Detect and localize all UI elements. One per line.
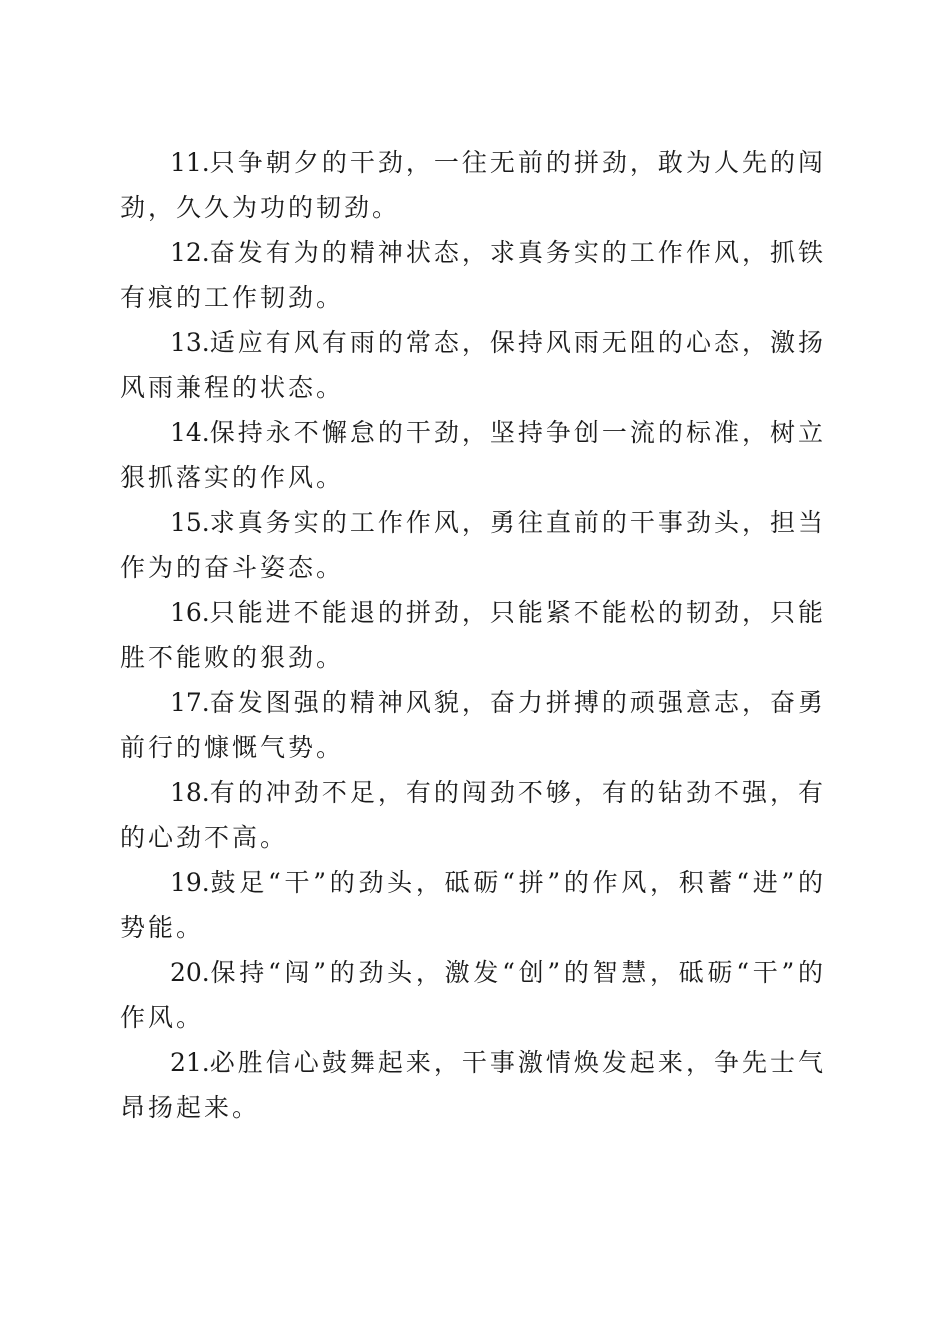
item-text: 求真务实的工作作风，勇往直前的干事劲头，担当作为的奋斗姿态。 <box>120 508 826 582</box>
list-item <box>120 590 826 680</box>
item-text: 奋发有为的精神状态，求真务实的工作作风，抓铁有痕的工作韧劲。 <box>120 238 826 312</box>
item-text: 只能进不能退的拼劲，只能紧不能松的韧劲，只能胜不能败的狠劲。 <box>120 598 826 672</box>
item-text: 奋发图强的精神风貌，奋力拼搏的顽强意志，奋勇前行的慷慨气势。 <box>120 688 826 762</box>
item-number: 14. <box>170 418 210 447</box>
list-item <box>120 860 826 950</box>
item-text: 鼓足“干”的劲头，砥砺“拼”的作风，积蓄“进”的势能。 <box>120 868 826 942</box>
item-text: 只争朝夕的干劲，一往无前的拼劲，敢为人先的闯劲，久久为功的韧劲。 <box>120 148 826 222</box>
item-number: 15. <box>170 508 210 537</box>
item-number: 16. <box>170 598 210 627</box>
list-item <box>120 680 826 770</box>
item-text: 保持“闯”的劲头，激发“创”的智慧，砥砺“干”的作风。 <box>120 958 826 1032</box>
list-item <box>120 1040 826 1130</box>
item-number: 17. <box>170 688 210 717</box>
item-number: 19. <box>170 868 210 897</box>
item-number: 12. <box>170 238 210 267</box>
item-text: 必胜信心鼓舞起来，干事激情焕发起来，争先士气昂扬起来。 <box>120 1048 826 1122</box>
item-number: 13. <box>170 328 210 357</box>
item-number: 18. <box>170 778 210 807</box>
document-body <box>120 140 826 1130</box>
list-item <box>120 320 826 410</box>
list-item <box>120 140 826 230</box>
item-text: 有的冲劲不足，有的闯劲不够，有的钻劲不强，有的心劲不高。 <box>120 778 826 852</box>
item-text: 保持永不懈怠的干劲，坚持争创一流的标准，树立狠抓落实的作风。 <box>120 418 826 492</box>
list-item <box>120 230 826 320</box>
item-number: 11. <box>170 148 210 177</box>
item-number: 20. <box>170 958 210 987</box>
list-item <box>120 410 826 500</box>
list-item <box>120 500 826 590</box>
list-item <box>120 950 826 1040</box>
item-number: 21. <box>170 1048 210 1077</box>
item-text: 适应有风有雨的常态，保持风雨无阻的心态，激扬风雨兼程的状态。 <box>120 328 826 402</box>
list-item <box>120 770 826 860</box>
